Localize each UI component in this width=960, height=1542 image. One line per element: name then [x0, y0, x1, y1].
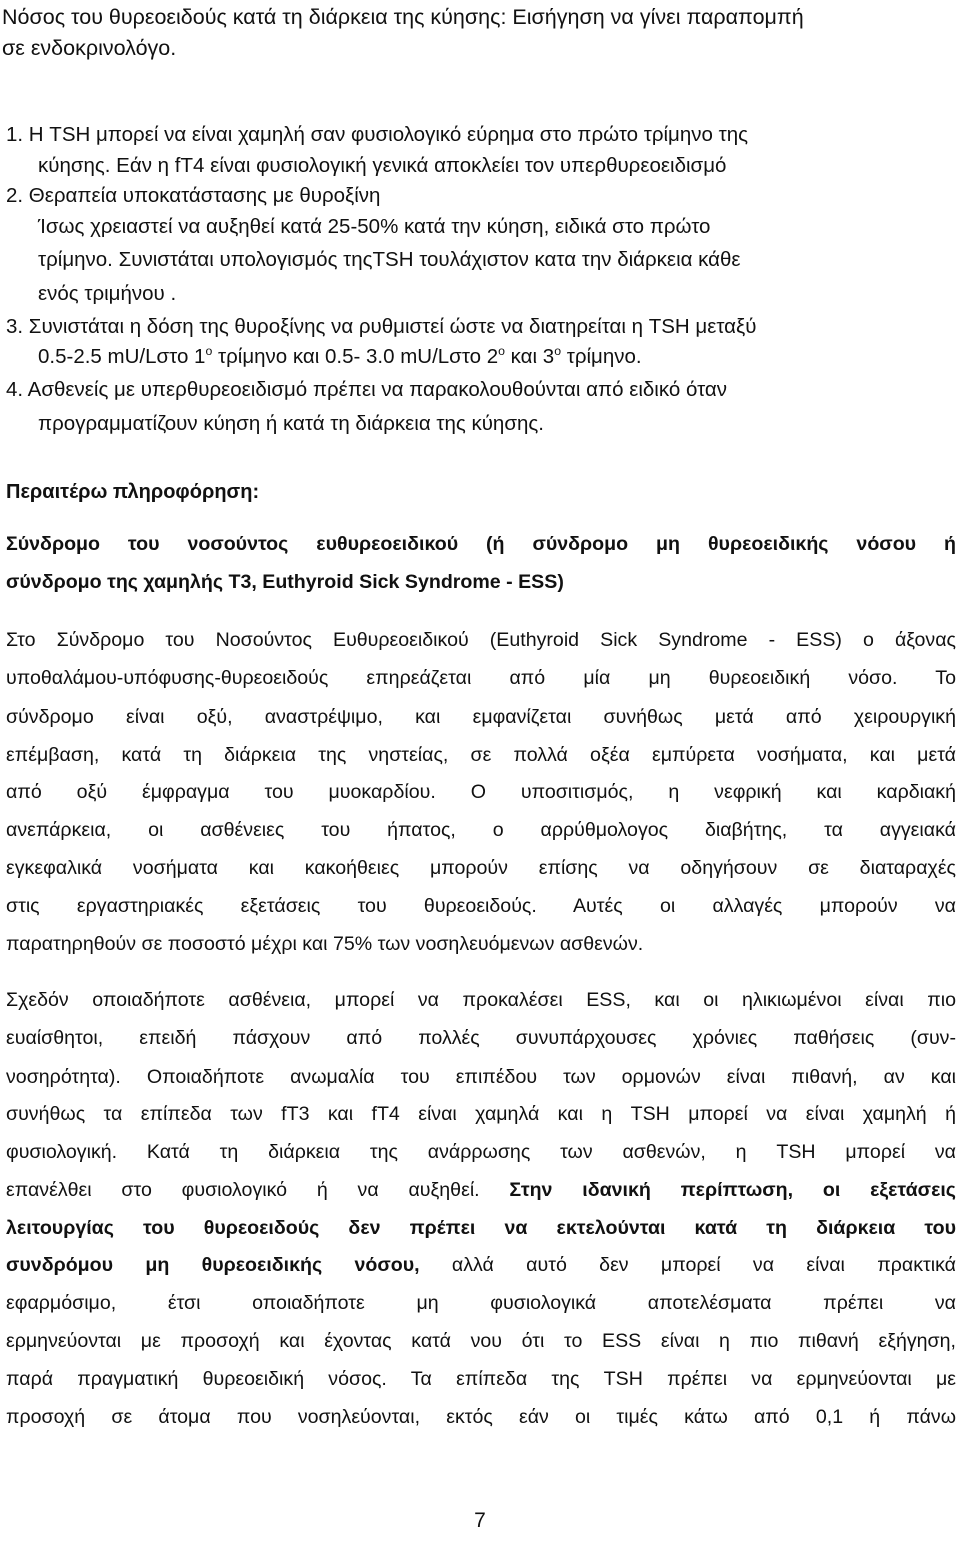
para1-line-5: από οξύ έμφραγμα του μυοκαρδίου. Ο υποσιτισμός, η νεφρική και καρδιακή: [6, 781, 956, 803]
list-item-1-line-1: 1. Η TSH μπορεί να είναι χαμηλή σαν φυσιολογικό εύρημα στο πρώτο τρίμηνο της: [6, 123, 748, 146]
para2-line-4: συνήθως τα επίπεδα των fT3 και fT4 είναι χαμηλά και η TSH μπορεί να είναι χαμηλή ή: [6, 1103, 956, 1125]
trimester-end: τρίμηνο.: [561, 345, 642, 368]
list-item-2-line-2: Ίσως χρειαστεί να αυξηθεί κατά 25-50% κατά την κύηση, ειδικά στο πρώτο: [38, 215, 711, 238]
para1-line-8: στις εργαστηριακές εξετάσεις του θυρεοειδούς. Αυτές οι αλλαγές μπορούν να: [6, 895, 956, 917]
list-item-2-line-4: ενός τριμήνου .: [38, 282, 177, 305]
tsh-range-2: τρίμηνο και 0.5- 3.0 mU/Lστο 2: [212, 345, 499, 368]
para2-line-2: ευαίσθητοι, επειδή πάσχουν από πολλές συνυπάρχουσες χρόνιες παθήσεις (συν-: [6, 1027, 956, 1049]
superscript: ο: [498, 344, 505, 359]
para1-line-6: ανεπάρκεια, οι ασθένειες του ήπατος, ο αρρύθμολογος διαβήτης, τα αγγειακά: [6, 819, 956, 841]
trimester-text: και 3: [504, 345, 555, 368]
para2-line-11: παρά πραγματική θυρεοειδική νόσος. Τα επίπεδα της TSH πρέπει να ερμηνεύονται με: [6, 1368, 956, 1390]
para2-line-6-normal: επανέλθει στο φυσιολογικό ή να αυξηθεί.: [6, 1179, 510, 1201]
para1-line-4: επέμβαση, κατά τη διάρκεια της νηστείας, σε πολλά οξέα εμπύρετα νοσήματα, και μετά: [6, 744, 956, 766]
superscript: ο: [554, 344, 562, 359]
list-item-1-line-2: κύησης. Εάν η fT4 είναι φυσιολογική γενικά αποκλείει τον υπερθυρεοειδισμό: [38, 154, 727, 177]
para1-line-7: εγκεφαλικά νοσήματα και κακοήθειες μπορούν επίσης να οδηγήσουν σε διαταραχές: [6, 857, 956, 879]
list-item-3-line-1: 3. Συνιστάται η δόση της θυροξίνης να ρυθμιστεί ώστε να διατηρείται η TSH μεταξύ: [6, 315, 757, 338]
superscript: ο: [205, 344, 213, 359]
para1-line-2: υποθαλάμου-υπόφυσης-θυρεοειδούς επηρεάζεται από μία μη θυρεοειδική νόσο. Το: [6, 667, 956, 689]
para2-line-1: Σχεδόν οποιαδήποτε ασθένεια, μπορεί να προκαλέσει ESS, και οι ηλικιωμένοι είναι πιο: [6, 989, 956, 1011]
list-item-2-line-1: 2. Θεραπεία υποκατάστασης με θυροξίνη: [6, 184, 381, 207]
list-item-3-line-2: [38, 344, 642, 370]
para2-line-10: ερμηνεύονται με προσοχή και έχοντας κατά νου ότι το ESS είναι η πιο πιθανή εξήγηση,: [6, 1330, 956, 1352]
para2-line-7: λειτουργίας του θυρεοειδούς δεν πρέπει να εκτελούνται κατά τη διάρκεια του: [6, 1217, 956, 1239]
list-item-4-line-1: 4. Ασθενείς με υπερθυρεοειδισμό πρέπει να παρακολουθούνται από ειδικό όταν: [6, 378, 727, 401]
subheading-line-2: σύνδρομο της χαμηλής T3, Euthyroid Sick Syndrome - ESS): [6, 571, 564, 593]
page-number: 7: [474, 1509, 486, 1532]
para1-line-3: σύνδρομο είναι οξύ, αναστρέψιμο, και εμφανίζεται συνήθως μετά από χειρουργική: [6, 706, 956, 728]
para2-line-8: [6, 1252, 956, 1278]
para2-line-8-normal: αλλά αυτό δεν μπορεί να είναι πρακτικά: [419, 1254, 956, 1276]
tsh-range-1: 0.5-2.5 mU/Lστο 1: [38, 345, 206, 368]
subheading-line-1: Σύνδρομο του νοσούντος ευθυρεοειδικού (ή σύνδρομο μη θυρεοειδικής νόσου ή: [6, 533, 956, 555]
para2-line-9: εφαρμόσιμο, έτσι οποιαδήποτε μη φυσιολογικά αποτελέσματα πρέπει να: [6, 1292, 956, 1314]
header-line-2: σε ενδοκρινολόγο.: [2, 36, 177, 60]
para2-line-6: [6, 1177, 956, 1203]
list-item-4-line-2: προγραμματίζουν κύηση ή κατά τη διάρκεια της κύησης.: [38, 412, 544, 435]
para1-line-1: Στο Σύνδρομο του Νοσούντος Ευθυρεοειδικού (Euthyroid Sick Syndrome - ESS) ο άξονας: [6, 629, 956, 651]
section-heading: Περαιτέρω πληροφόρηση:: [6, 481, 260, 503]
header-line-1: Νόσος του θυρεοειδούς κατά τη διάρκεια της κύησης: Εισήγηση να γίνει παραπομπή: [2, 5, 804, 29]
para2-line-12: προσοχή σε άτομα που νοσηλεύονται, εκτός εάν οι τιμές κάτω από 0,1 ή πάνω: [6, 1406, 956, 1428]
para1-line-9: παρατηρηθούν σε ποσοστό μέχρι και 75% των νοσηλευόμενων ασθενών.: [6, 933, 644, 955]
list-item-2-line-3: τρίμηνο. Συνιστάται υπολογισμός τηςTSH τουλάχιστον κατα την διάρκεια κάθε: [38, 248, 741, 271]
para2-line-5: φυσιολογική. Κατά τη διάρκεια της ανάρρωσης των ασθενών, η TSH μπορεί να: [6, 1141, 956, 1163]
para2-line-3: νοσηρότητα). Οποιαδήποτε ανωμαλία του επιπέδου των ορμονών είναι πιθανή, αν και: [6, 1066, 956, 1088]
para2-line-6-bold: Στην ιδανική περίπτωση, οι εξετάσεις: [509, 1179, 957, 1201]
para2-line-8-bold: συνδρόμου μη θυρεοειδικής νόσου,: [6, 1254, 420, 1276]
